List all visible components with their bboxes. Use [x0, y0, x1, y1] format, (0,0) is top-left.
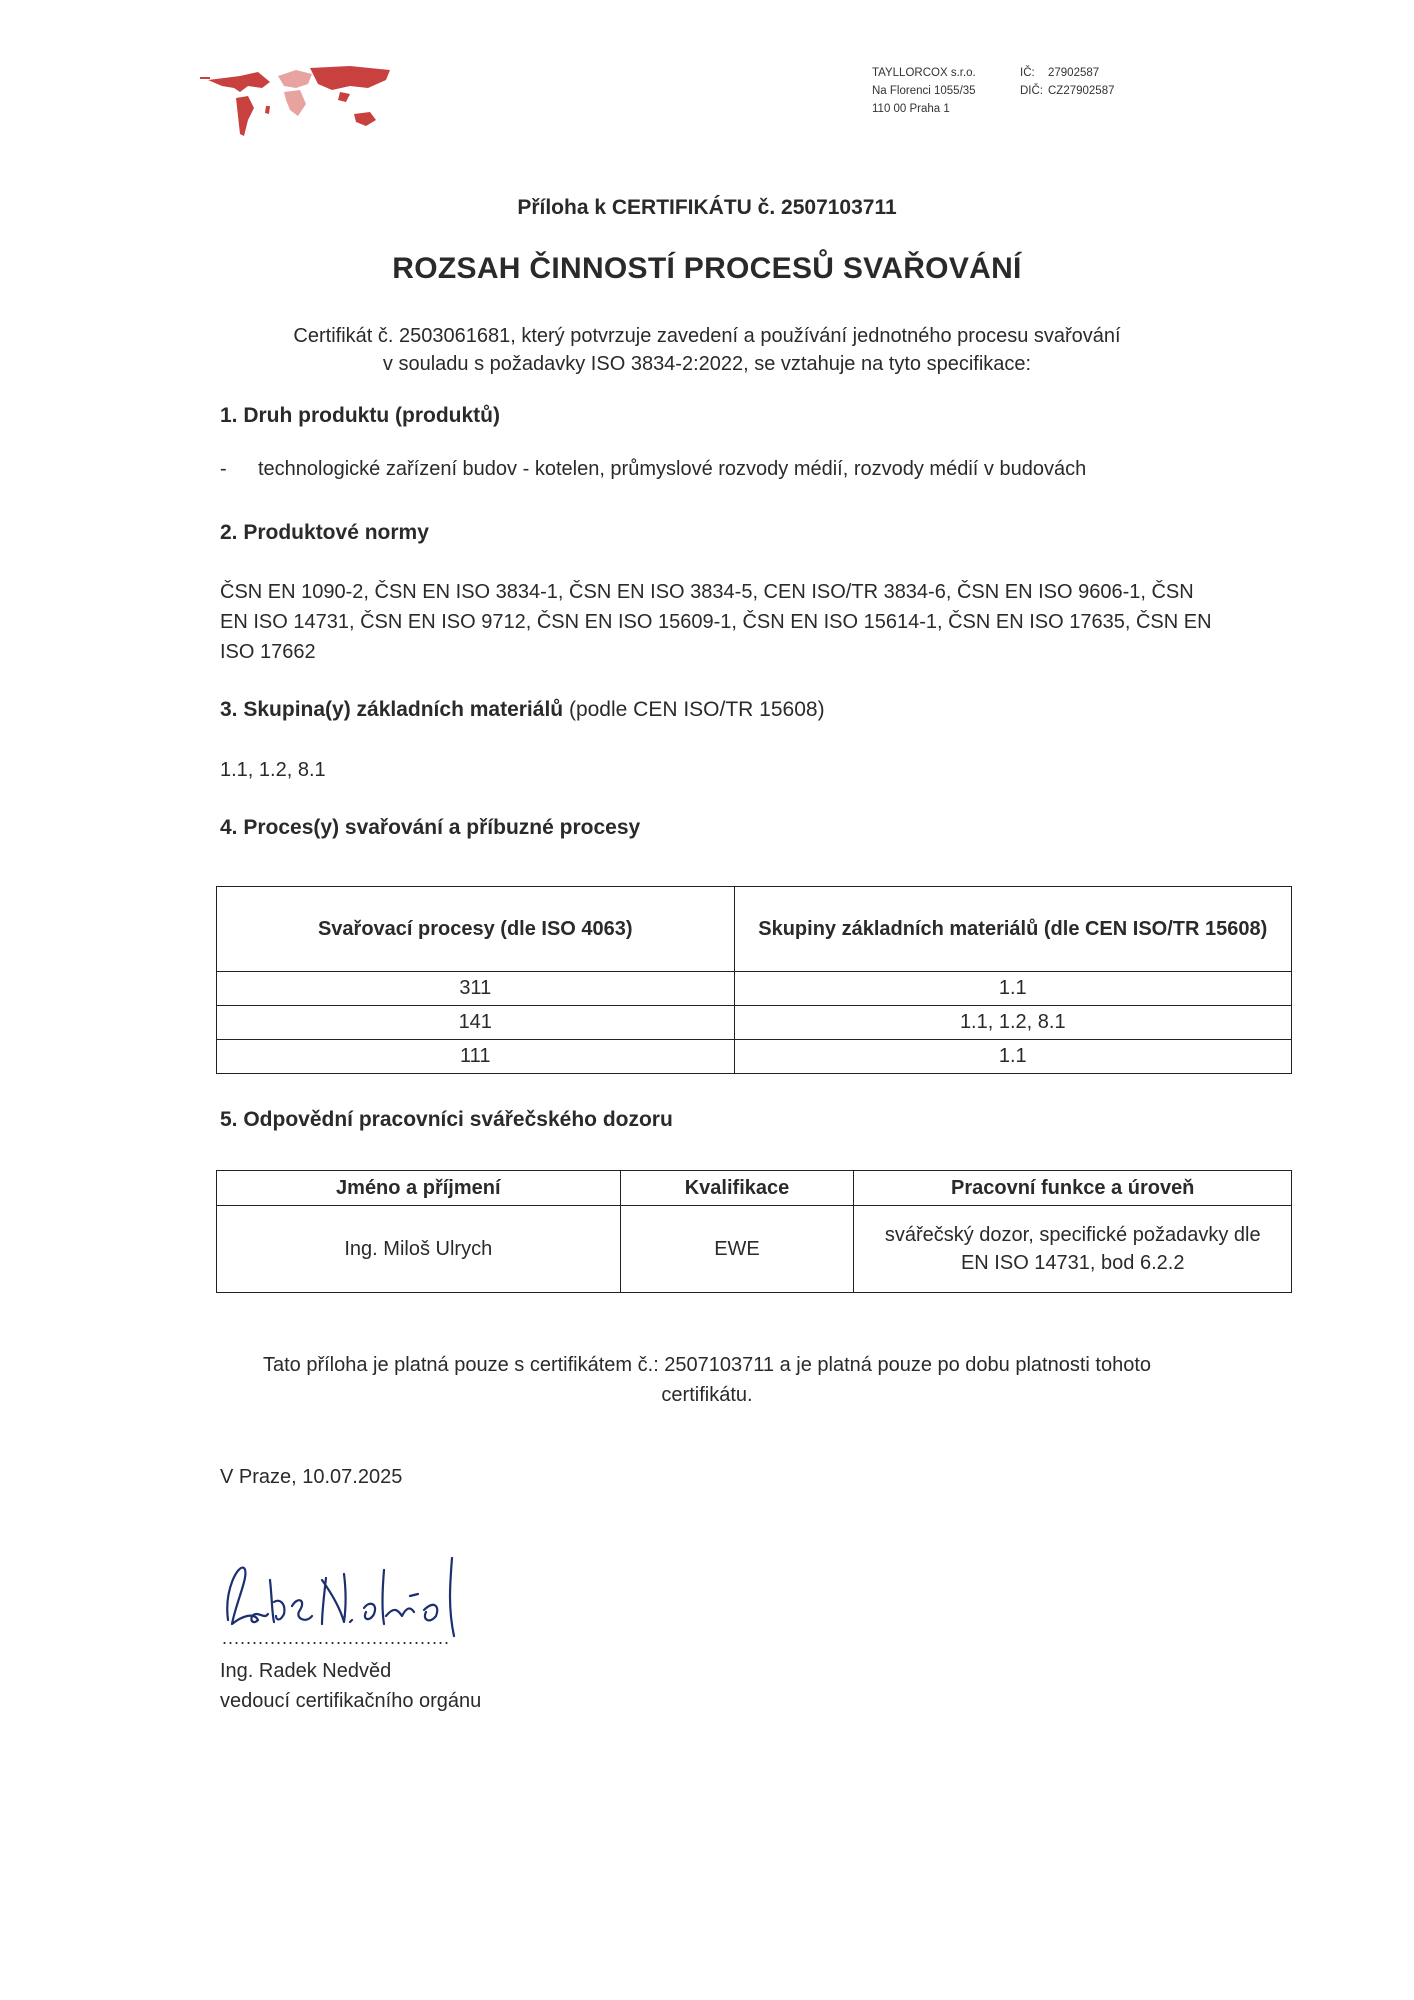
intro-line: Certifikát č. 2503061681, který potvrzuje zavedení a používání jednotného procesu svařování — [293, 325, 1121, 347]
process-cell: 311 — [217, 972, 735, 1006]
table-header-row — [217, 887, 1292, 972]
table-row — [217, 972, 1292, 1006]
page-title: ROZSAH ČINNOSTÍ PROCESŮ SVAŘOVÁNÍ — [392, 252, 1022, 285]
signature-image — [214, 1550, 474, 1640]
product-standards — [220, 577, 1212, 667]
standards-line: ČSN EN 1090-2, ČSN EN ISO 3834-1, ČSN EN ISO 3834-5, CEN ISO/TR 3834-6, ČSN EN ISO 9606-1, ČSN — [220, 581, 1194, 603]
column-header: Kvalifikace — [620, 1171, 854, 1206]
function-line: EN ISO 14731, bod 6.2.2 — [960, 1252, 1185, 1274]
material-cell: 1.1, 1.2, 8.1 — [734, 1006, 1291, 1040]
company-name: TAYLLORCOX s.r.o. — [872, 67, 976, 79]
company-ids — [1020, 64, 1115, 100]
signer-role: vedoucí certifikačního orgánu — [220, 1690, 482, 1712]
signer-block — [220, 1656, 481, 1716]
dic-value: CZ27902587 — [1048, 85, 1115, 97]
table-row — [217, 1006, 1292, 1040]
list-dash: - — [220, 458, 227, 480]
material-groups-value: 1.1, 1.2, 8.1 — [220, 759, 326, 781]
ic-label: IČ: — [1020, 67, 1035, 79]
ic-value: 27902587 — [1048, 67, 1100, 79]
intro-text — [0, 322, 1414, 378]
function-cell — [854, 1206, 1292, 1293]
place-date: V Praze, 10.07.2025 — [220, 1466, 403, 1488]
process-cell: 141 — [217, 1006, 735, 1040]
validity-note — [0, 1350, 1414, 1410]
signature-line: ...................................... — [222, 1628, 451, 1648]
standards-line: EN ISO 14731, ČSN EN ISO 9712, ČSN EN ISO 15609-1, ČSN EN ISO 15614-1, ČSN EN ISO 17635, ČSN EN — [220, 611, 1212, 633]
material-cell: 1.1 — [734, 1040, 1291, 1074]
product-type-text: technologické zařízení budov - kotelen, průmyslové rozvody médií, rozvody médií v budovách — [258, 458, 1087, 480]
section-3-heading — [220, 698, 825, 722]
section-2-heading: 2. Produktové normy — [220, 521, 429, 544]
product-type-item — [220, 458, 1086, 481]
material-cell: 1.1 — [734, 972, 1291, 1006]
table-row — [217, 1040, 1292, 1074]
annex-title: Příloha k CERTIFIKÁTU č. 2507103711 — [517, 196, 897, 219]
section-5-heading: 5. Odpovědní pracovníci svářečského dozoru — [220, 1108, 673, 1131]
column-header: Svařovací procesy (dle ISO 4063) — [217, 887, 735, 972]
process-cell: 111 — [217, 1040, 735, 1074]
section-1-heading: 1. Druh produktu (produktů) — [220, 404, 500, 427]
address-line-1: Na Florenci 1055/35 — [872, 85, 976, 97]
personnel-table — [216, 1170, 1292, 1293]
table-header-row — [217, 1171, 1292, 1206]
validity-line: Tato příloha je platná pouze s certifikátem č.: 2507103711 a je platná pouze po dobu platnosti tohoto — [262, 1354, 1152, 1376]
address-line-2: 110 00 Praha 1 — [872, 103, 950, 115]
qualification-cell: EWE — [620, 1206, 854, 1293]
section-3-heading-note: (podle CEN ISO/TR 15608) — [568, 698, 825, 721]
column-header: Jméno a příjmení — [217, 1171, 621, 1206]
world-map-logo — [200, 58, 400, 148]
validity-line: certifikátu. — [661, 1384, 753, 1406]
person-name-cell: Ing. Miloš Ulrych — [217, 1206, 621, 1293]
function-line: svářečský dozor, specifické požadavky dle — [884, 1224, 1261, 1246]
dic-label: DIČ: — [1020, 85, 1043, 97]
column-header: Pracovní funkce a úroveň — [854, 1171, 1292, 1206]
intro-line: v souladu s požadavky ISO 3834-2:2022, se vztahuje na tyto specifikace: — [382, 353, 1032, 375]
standards-line: ISO 17662 — [220, 641, 316, 663]
welding-process-table — [216, 886, 1292, 1074]
section-3-heading-bold: 3. Skupina(y) základních materiálů — [220, 698, 564, 721]
table-row — [217, 1206, 1292, 1293]
section-4-heading: 4. Proces(y) svařování a příbuzné procesy — [220, 816, 641, 839]
column-header: Skupiny základních materiálů (dle CEN ISO/TR 15608) — [734, 887, 1291, 972]
company-address — [872, 64, 976, 118]
signer-name: Ing. Radek Nedvěd — [220, 1660, 392, 1682]
